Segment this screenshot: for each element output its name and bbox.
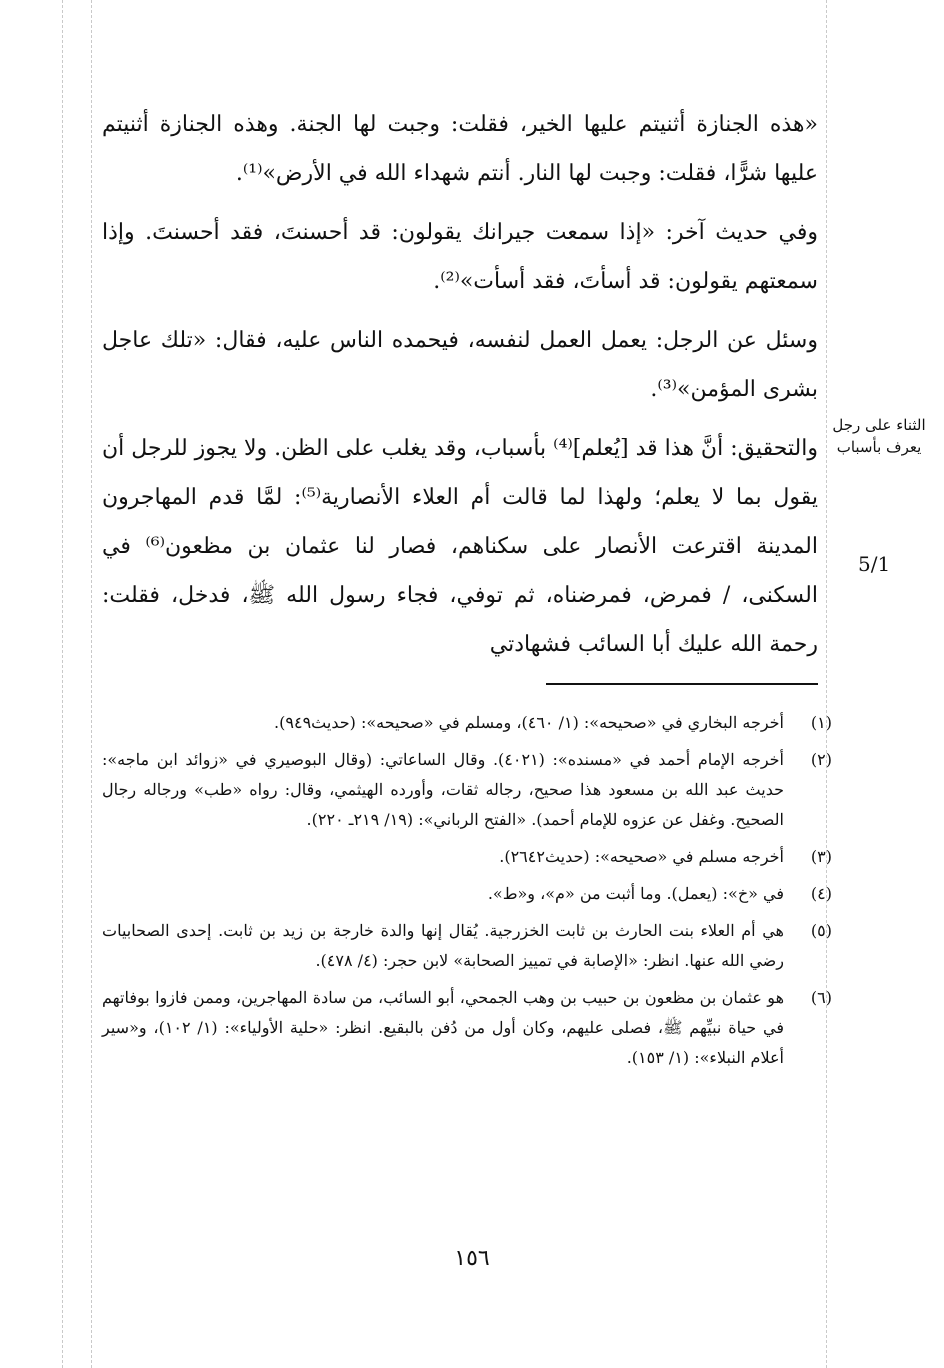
footnote xyxy=(102,983,832,1073)
footnote xyxy=(102,916,832,976)
footnote-text: أخرجه البخاري في «صحيحه»: (١/ ٤٦٠)، ومسلم في «صحيحه»: (حديث٩٤٩). xyxy=(274,713,784,732)
scan-guide-line xyxy=(62,0,63,1368)
footnote-separator xyxy=(546,683,818,685)
page-number: ١٥٦ xyxy=(454,1246,490,1271)
footnote xyxy=(102,708,832,738)
paragraph: وسئل عن الرجل: يعمل العمل لنفسه، فيحمده الناس عليه، فقال: «تلك عاجل بشرى المؤمن»⁽³⁾. xyxy=(102,328,818,402)
footnote xyxy=(102,842,832,872)
footnote-number: (٣) xyxy=(810,847,832,866)
paragraph: والتحقيق: أنَّ هذا قد [يُعلم]⁽⁴⁾ بأسباب، وقد يغلب على الظن. ولا يجوز للرجل أن يقول بما لا يعلم؛ ولهذا لما قالت أم العلاء الأنصارية⁽⁵⁾: لمَّا قدم المهاجرون المدينة اقترعت الأنصار على سكناهم، فصار لنا عثمان بن مظعون⁽⁶⁾ في السكنى، / فمرض، فمرضناه، ثم توفي، فجاء رسول الله ﷺ، فدخل، فقلت: رحمة الله عليك أبا السائب فشهادتي xyxy=(102,436,818,657)
scan-guide-line xyxy=(826,0,827,1368)
footnote-number: (٢) xyxy=(810,750,832,769)
footnote-text: هو عثمان بن مظعون بن حبيب بن وهب الجمحي، أبو السائب، من سادة المهاجرين، وممن فازوا بوفاتهم في حياة نبيِّهم ﷺ، فصلى عليهم، وكان أول من دُفن بالبقيع. انظر: «حلية الأولياء»: (١/ ١٠٢)، و«سير أعلام النبلاء»: (١/ ١٥٣). xyxy=(102,988,784,1067)
scan-guide-line xyxy=(91,0,92,1368)
footnote-text: هي أم العلاء بنت الحارث بن ثابت الخزرجية. يُقال إنها والدة خارجة بن زيد بن ثابت. إحدى الصحابيات رضي الله عنها. انظر: «الإصابة في تمييز الصحابة» لابن حجر: (٤/ ٤٧٨). xyxy=(102,921,784,970)
footnote-number: (٤) xyxy=(810,884,832,903)
footnote xyxy=(102,879,832,909)
footnote-text: أخرجه الإمام أحمد في «مسنده»: (٤٠٢١). وقال الساعاتي: (وقال البوصيري في «زوائد ابن ماجه»: حديث عبد الله بن مسعود هذا صحيح، رجاله ثقات، وأورده الهيثمي، وقال: رواه «طب» ورجاله رجال الصحيح. وغفل عن عزوه للإمام أحمد). «الفتح الرباني»: (١٩/ ٢١٩ـ ٢٢٠). xyxy=(102,750,784,829)
footnote xyxy=(102,745,832,835)
paragraph: وفي حديث آخر: «إذا سمعت جيرانك يقولون: قد أحسنتَ، فقد أحسنتَ. وإذا سمعتهم يقولون: قد أسأتَ، فقد أسأت»⁽²⁾. xyxy=(102,220,818,294)
margin-note: الثناء على رجل يعرف بأسباب xyxy=(832,416,926,456)
paragraph: «هذه الجنازة أثنيتم عليها الخير، فقلت: وجبت لها الجنة. وهذه الجنازة أثنيتم عليها شرًّا، فقلت: وجبت لها النار. أنتم شهداء الله في الأرض»⁽¹⁾. xyxy=(102,112,818,186)
main-text xyxy=(102,100,818,669)
footnotes xyxy=(102,708,832,1080)
footnote-number: (١) xyxy=(810,713,832,732)
footnote-number: (٥) xyxy=(810,921,832,940)
manuscript-page-marker: 5/1 xyxy=(858,552,891,576)
footnote-number: (٦) xyxy=(810,988,832,1007)
footnote-text: في «خ»: (يعمل). وما أثبت من «م»، و«ط». xyxy=(487,884,784,903)
footnote-text: أخرجه مسلم في «صحيحه»: (حديث٢٦٤٢). xyxy=(499,847,784,866)
